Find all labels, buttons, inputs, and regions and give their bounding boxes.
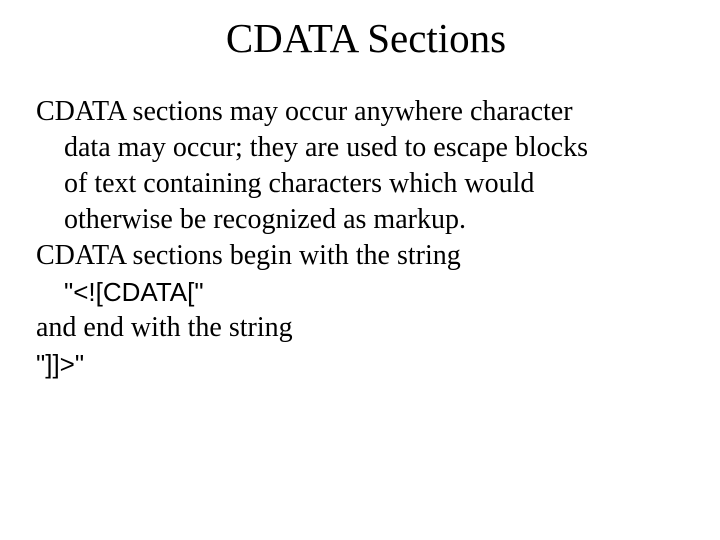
text-line: data may occur; they are used to escape blocks xyxy=(64,132,589,163)
paragraph-cdata-begin xyxy=(36,238,704,310)
paragraph-cdata-definition xyxy=(36,94,704,238)
paragraph-cdata-end xyxy=(36,310,704,382)
text-line: CDATA sections may occur anywhere character xyxy=(36,96,573,127)
slide-title: CDATA Sections xyxy=(225,15,507,61)
cdata-end-string: "]]>" xyxy=(36,349,85,379)
text-line: and end with the string xyxy=(36,312,293,343)
slide-body xyxy=(36,94,704,382)
text-line: CDATA sections begin with the string xyxy=(36,240,461,271)
cdata-begin-string: "<![CDATA[" xyxy=(64,277,204,307)
text-line: of text containing characters which would xyxy=(64,168,535,199)
text-line: otherwise be recognized as markup. xyxy=(64,204,466,235)
